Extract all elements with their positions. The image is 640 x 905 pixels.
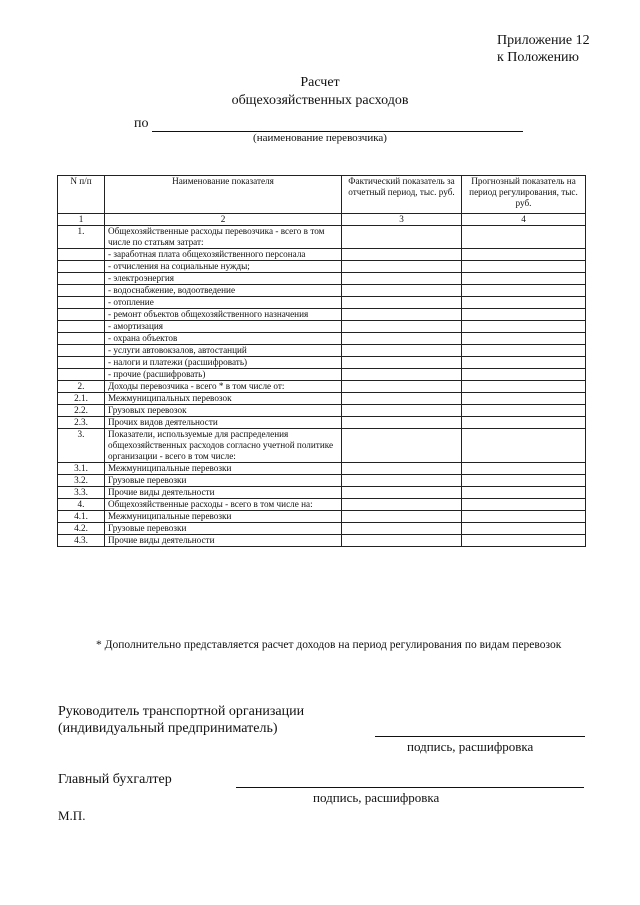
table-row (58, 345, 586, 357)
col-number: 3 (342, 214, 462, 226)
accountant-signature-caption: подпись, расшифровка (313, 790, 440, 805)
column-numbers-row (58, 214, 586, 226)
table-row (58, 249, 586, 261)
row-number (58, 369, 105, 381)
actual-value-cell[interactable] (342, 369, 462, 381)
row-indicator-name: - услуги автовокзалов, автостанций (105, 345, 342, 357)
row-number: 4.1. (58, 511, 105, 523)
table-row (58, 261, 586, 273)
forecast-value-cell[interactable] (462, 261, 586, 273)
table-row (58, 535, 586, 547)
row-indicator-name: - ремонт объектов общехозяйственного назначения (105, 309, 342, 321)
forecast-value-cell[interactable] (462, 345, 586, 357)
row-indicator-name: - охрана объектов (105, 333, 342, 345)
row-indicator-name: Доходы перевозчика - всего * в том числе от: (105, 381, 342, 393)
table-row (58, 297, 586, 309)
row-indicator-name: - отопление (105, 297, 342, 309)
row-indicator-name: - амортизация (105, 321, 342, 333)
row-indicator-name: Межмуниципальные перевозки (105, 511, 342, 523)
actual-value-cell[interactable] (342, 333, 462, 345)
actual-value-cell[interactable] (342, 417, 462, 429)
actual-value-cell[interactable] (342, 309, 462, 321)
header-num: N п/п (58, 176, 105, 214)
forecast-value-cell[interactable] (462, 511, 586, 523)
forecast-value-cell[interactable] (462, 369, 586, 381)
appendix-number: Приложение 12 (497, 33, 590, 48)
table-row (58, 417, 586, 429)
row-indicator-name: Прочие виды деятельности (105, 535, 342, 547)
head-title-note: (индивидуальный предприниматель) (58, 721, 278, 736)
forecast-value-cell[interactable] (462, 417, 586, 429)
table-row (58, 499, 586, 511)
row-number (58, 297, 105, 309)
actual-value-cell[interactable] (342, 357, 462, 369)
head-signature-caption: подпись, расшифровка (407, 739, 534, 754)
row-indicator-name: Межмуниципальных перевозок (105, 393, 342, 405)
actual-value-cell[interactable] (342, 511, 462, 523)
actual-value-cell[interactable] (342, 345, 462, 357)
table-row (58, 226, 586, 249)
table-row (58, 393, 586, 405)
actual-value-cell[interactable] (342, 321, 462, 333)
row-number (58, 345, 105, 357)
table-row (58, 309, 586, 321)
forecast-value-cell[interactable] (462, 285, 586, 297)
appendix-reference (497, 32, 637, 66)
row-number: 2.2. (58, 405, 105, 417)
row-indicator-name: - отчисления на социальные нужды; (105, 261, 342, 273)
forecast-value-cell[interactable] (462, 357, 586, 369)
row-number: 3. (58, 429, 105, 463)
actual-value-cell[interactable] (342, 249, 462, 261)
actual-value-cell[interactable] (342, 499, 462, 511)
col-number: 1 (58, 214, 105, 226)
forecast-value-cell[interactable] (462, 249, 586, 261)
actual-value-cell[interactable] (342, 261, 462, 273)
row-indicator-name: Прочих видов деятельности (105, 417, 342, 429)
row-number (58, 321, 105, 333)
row-number: 3.1. (58, 463, 105, 475)
carrier-prefix: по (134, 116, 149, 131)
actual-value-cell[interactable] (342, 523, 462, 535)
actual-value-cell[interactable] (342, 393, 462, 405)
actual-value-cell[interactable] (342, 429, 462, 463)
row-number: 2.3. (58, 417, 105, 429)
table-row (58, 285, 586, 297)
forecast-value-cell[interactable] (462, 429, 586, 463)
row-indicator-name: Общехозяйственные расходы - всего в том числе на: (105, 499, 342, 511)
forecast-value-cell[interactable] (462, 499, 586, 511)
forecast-value-cell[interactable] (462, 273, 586, 285)
accountant-label: Главный бухгалтер (58, 772, 172, 787)
forecast-value-cell[interactable] (462, 333, 586, 345)
actual-value-cell[interactable] (342, 226, 462, 249)
row-number (58, 273, 105, 285)
table-row (58, 475, 586, 487)
table-row (58, 463, 586, 475)
row-indicator-name: Общехозяйственные расходы перевозчика - всего в том числе по статьям затрат: (105, 226, 342, 249)
row-indicator-name: Прочие виды деятельности (105, 487, 342, 499)
row-number: 3.3. (58, 487, 105, 499)
row-number (58, 249, 105, 261)
row-indicator-name: - электроэнергия (105, 273, 342, 285)
carrier-caption: (наименование перевозчика) (253, 132, 387, 144)
row-number: 4. (58, 499, 105, 511)
row-indicator-name: - заработная плата общехозяйственного персонала (105, 249, 342, 261)
forecast-value-cell[interactable] (462, 393, 586, 405)
appendix-regulation: к Положению (497, 50, 580, 65)
table-row (58, 381, 586, 393)
forecast-value-cell[interactable] (462, 309, 586, 321)
actual-value-cell[interactable] (342, 273, 462, 285)
col-number: 4 (462, 214, 586, 226)
row-number (58, 261, 105, 273)
accountant-signature-line[interactable] (236, 787, 584, 788)
head-signature-label (58, 703, 304, 737)
table-body (58, 226, 586, 547)
row-indicator-name: - прочие (расшифровать) (105, 369, 342, 381)
row-number: 2. (58, 381, 105, 393)
row-number: 2.1. (58, 393, 105, 405)
table-row (58, 357, 586, 369)
table-row (58, 511, 586, 523)
table-row (58, 487, 586, 499)
table-row (58, 523, 586, 535)
table-row (58, 429, 586, 463)
table-row (58, 273, 586, 285)
actual-value-cell[interactable] (342, 285, 462, 297)
forecast-value-cell[interactable] (462, 226, 586, 249)
forecast-value-cell[interactable] (462, 463, 586, 475)
header-name: Наименование показателя (105, 176, 342, 214)
forecast-value-cell[interactable] (462, 523, 586, 535)
actual-value-cell[interactable] (342, 297, 462, 309)
actual-value-cell[interactable] (342, 487, 462, 499)
header-forecast: Прогнозный показатель на период регулирования, тыс. руб. (462, 176, 586, 214)
forecast-value-cell[interactable] (462, 475, 586, 487)
row-number (58, 357, 105, 369)
head-signature-line[interactable] (375, 736, 585, 737)
header-actual: Фактический показатель за отчетный период, тыс. руб. (342, 176, 462, 214)
actual-value-cell[interactable] (342, 535, 462, 547)
actual-value-cell[interactable] (342, 463, 462, 475)
row-number (58, 309, 105, 321)
row-number (58, 285, 105, 297)
col-number: 2 (105, 214, 342, 226)
forecast-value-cell[interactable] (462, 381, 586, 393)
actual-value-cell[interactable] (342, 475, 462, 487)
table-row (58, 333, 586, 345)
head-title: Руководитель транспортной организации (58, 704, 305, 719)
forecast-value-cell[interactable] (462, 297, 586, 309)
row-indicator-name: Межмуниципальные перевозки (105, 463, 342, 475)
table-header-row (58, 176, 586, 214)
actual-value-cell[interactable] (342, 381, 462, 393)
forecast-value-cell[interactable] (462, 321, 586, 333)
table-row (58, 321, 586, 333)
table-row (58, 369, 586, 381)
row-number (58, 333, 105, 345)
document-subtitle: общехозяйственных расходов (231, 93, 409, 108)
row-indicator-name: Грузовых перевозок (105, 405, 342, 417)
document-title: Расчет (300, 75, 340, 90)
row-number: 4.3. (58, 535, 105, 547)
expenses-table (57, 175, 586, 547)
row-number: 4.2. (58, 523, 105, 535)
forecast-value-cell[interactable] (462, 535, 586, 547)
row-indicator-name: - водоснабжение, водоотведение (105, 285, 342, 297)
row-number: 3.2. (58, 475, 105, 487)
row-number: 1. (58, 226, 105, 249)
stamp-place: М.П. (58, 808, 86, 823)
row-indicator-name: Грузовые перевозки (105, 523, 342, 535)
forecast-value-cell[interactable] (462, 487, 586, 499)
row-indicator-name: Грузовые перевозки (105, 475, 342, 487)
actual-value-cell[interactable] (342, 405, 462, 417)
row-indicator-name: Показатели, используемые для распределения общехозяйственных расходов согласно учетной политике организации - всего в том числе: (105, 429, 342, 463)
forecast-value-cell[interactable] (462, 405, 586, 417)
table-row (58, 405, 586, 417)
footnote: * Дополнительно представляется расчет доходов на период регулирования по видам перевозок (96, 639, 562, 651)
row-indicator-name: - налоги и платежи (расшифровать) (105, 357, 342, 369)
